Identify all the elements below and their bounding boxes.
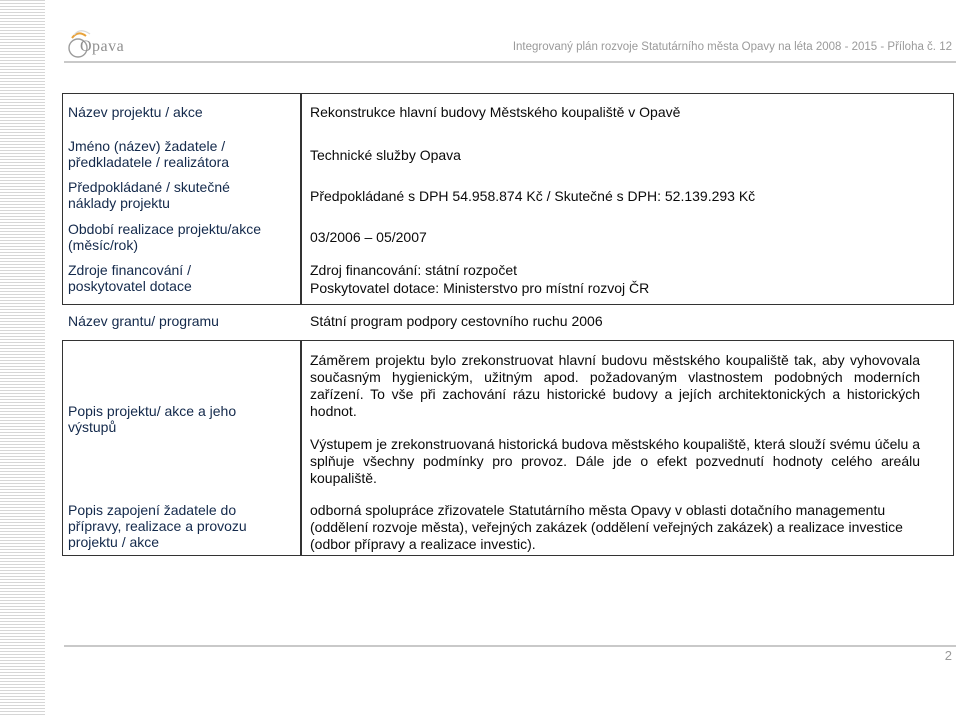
side-stripe-decoration [0, 0, 45, 716]
label-funding: Zdroje financování / poskytovatel dotace [68, 262, 192, 294]
document-header-title: Integrovaný plán rozvoje Statutárního města Opavy na léta 2008 - 2015 - Příloha č. 12 [512, 41, 952, 53]
label-applicant: Jméno (název) žadatele / předkladatele / realizátora [68, 138, 230, 170]
value-applicant: Technické služby Opava [310, 147, 461, 163]
label-period: Období realizace projektu/akce (měsíc/rok) [68, 221, 261, 253]
value-period: 03/2006 – 05/2007 [310, 229, 427, 245]
description-paragraph-2: Výstupem je zrekonstruovaná historická budova městského koupaliště, která slouží svému účelu a splňuje všechny podmínky pro provoz. Dále jde o efekt pozvednutí hodnoty celého areálu koupaliště. [310, 436, 920, 486]
header-divider [64, 61, 956, 63]
description-paragraph-1: Záměrem projektu bylo zrekonstruovat hlavní budovu městského koupaliště tak, aby vyhovovala současným hygienickým, užitným apod. požadovaným vlastnostem podobných moderních zařízení. To vše při zachování rázu historické budovy a jejích architektonických a historických hodnot. [310, 352, 920, 419]
label-grant: Název grantu/ programu [68, 313, 219, 329]
label-description: Popis projektu/ akce a jeho výstupů [68, 403, 237, 435]
involvement-text: odborná spolupráce zřizovatele Statutárního města Opavy v oblasti dotačního managementu (oddělení rozvoje města), veřejných zakázek (oddělení veřejných zakázek) a realizace investice (odbor přípravy a realizace investic). [310, 502, 903, 552]
value-funding-provider: Poskytovatel dotace: Ministerstvo pro místní rozvoj ČR [310, 280, 650, 296]
logo-text: Opava [80, 38, 125, 55]
label-costs: Předpokládané / skutečné náklady projektu [68, 179, 230, 211]
page-number: 2 [944, 648, 952, 663]
footer-divider [64, 645, 956, 647]
value-project-name: Rekonstrukce hlavní budovy Městského koupaliště v Opavě [310, 104, 681, 120]
description-text [310, 352, 920, 487]
label-project-name: Název projektu / akce [68, 104, 203, 120]
value-funding-source: Zdroj financování: státní rozpočet [310, 262, 517, 278]
label-involvement: Popis zapojení žadatele do přípravy, realizace a provozu projektu / akce [68, 502, 247, 550]
value-costs: Předpokládané s DPH 54.958.874 Kč / Skutečné s DPH: 52.139.293 Kč [310, 188, 756, 204]
value-grant: Státní program podpory cestovního ruchu 2006 [310, 313, 603, 329]
